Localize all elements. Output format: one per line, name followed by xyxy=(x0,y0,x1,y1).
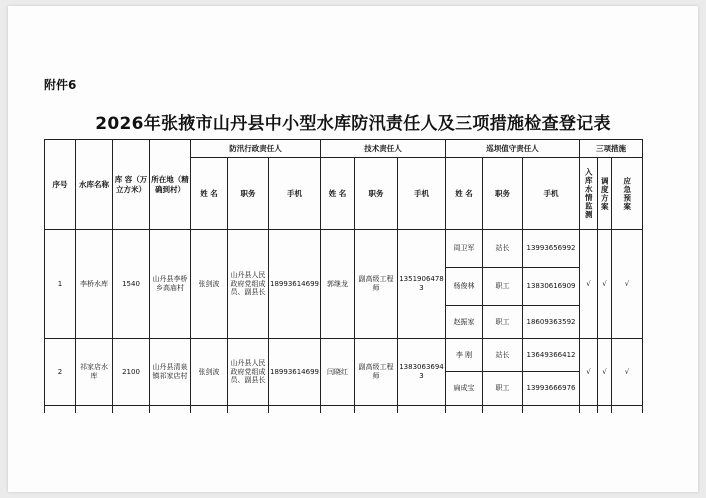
patrol-position: 站长 xyxy=(483,339,523,372)
header-reservoir-name: 水库名称 xyxy=(76,140,113,230)
row-admin-name: 张剑波 xyxy=(191,230,228,339)
row-seq: 1 xyxy=(45,230,76,339)
patrol-position: 职工 xyxy=(483,372,523,406)
row-location: 山丹县清泉镇祁家店村 xyxy=(150,339,191,406)
row-tech-position: 副高级工程师 xyxy=(355,339,398,406)
patrol-position: 职工 xyxy=(483,268,523,306)
registration-table xyxy=(44,139,643,413)
patrol-name: 扁成宝 xyxy=(446,372,483,406)
row-admin-position: 山丹县人民政府党组成员、副县长 xyxy=(228,339,269,406)
header-seq: 序号 xyxy=(45,140,76,230)
table-row xyxy=(45,339,643,372)
table-row xyxy=(45,230,643,268)
header-patrol-phone: 手机 xyxy=(523,158,580,230)
row-reservoir: 祁家店水库 xyxy=(76,339,113,406)
row-tech-position: 副高级工程师 xyxy=(355,230,398,339)
header-patrol-name: 姓 名 xyxy=(446,158,483,230)
header-patrol-position: 职务 xyxy=(483,158,523,230)
patrol-name: 李 刚 xyxy=(446,339,483,372)
header-tech-name: 姓 名 xyxy=(321,158,355,230)
header-location: 所在地（精确到村） xyxy=(150,140,191,230)
row-capacity: 1540 xyxy=(113,230,150,339)
header-admin-name: 姓 名 xyxy=(191,158,228,230)
row-admin-phone: 18993614699 xyxy=(269,339,321,406)
header-tech-group: 技术责任人 xyxy=(321,140,446,158)
row-admin-phone: 18993614699 xyxy=(269,230,321,339)
patrol-position: 站长 xyxy=(483,230,523,268)
header-admin-position: 职务 xyxy=(228,158,269,230)
patrol-name: 赵振家 xyxy=(446,306,483,339)
header-measure-inflow: 入库水情监测 xyxy=(580,158,598,230)
header-measures-group: 三项措施 xyxy=(580,140,643,158)
table-row-cut xyxy=(45,406,643,413)
row-tech-name: 郭继龙 xyxy=(321,230,355,339)
patrol-phone: 13993666976 xyxy=(523,372,580,406)
patrol-phone: 13830616909 xyxy=(523,268,580,306)
row-tech-name: 闫晓红 xyxy=(321,339,355,406)
check-mark: √ xyxy=(598,339,612,406)
row-reservoir: 李桥水库 xyxy=(76,230,113,339)
row-seq: 2 xyxy=(45,339,76,406)
check-mark: √ xyxy=(580,230,598,339)
header-admin-group: 防汛行政责任人 xyxy=(191,140,321,158)
row-location: 山丹县李桥乡高庙村 xyxy=(150,230,191,339)
check-mark: √ xyxy=(612,339,643,406)
attachment-label: 附件6 xyxy=(44,78,77,92)
patrol-position: 职工 xyxy=(483,306,523,339)
check-mark: √ xyxy=(612,230,643,339)
row-admin-position: 山丹县人民政府党组成员、副县长 xyxy=(228,230,269,339)
row-admin-name: 张剑波 xyxy=(191,339,228,406)
header-measure-dispatch: 调度方案 xyxy=(598,158,612,230)
check-mark: √ xyxy=(580,339,598,406)
patrol-phone: 18609363592 xyxy=(523,306,580,339)
header-row-1 xyxy=(45,140,643,158)
header-tech-position: 职务 xyxy=(355,158,398,230)
header-admin-phone: 手机 xyxy=(269,158,321,230)
row-capacity: 2100 xyxy=(113,339,150,406)
patrol-name: 周卫军 xyxy=(446,230,483,268)
header-capacity: 库 容（万立方米） xyxy=(113,140,150,230)
row-tech-phone: 13830636943 xyxy=(398,339,446,406)
check-mark: √ xyxy=(598,230,612,339)
patrol-phone: 13649366412 xyxy=(523,339,580,372)
header-measure-emergency: 应急预案 xyxy=(612,158,643,230)
row-tech-phone: 13519064783 xyxy=(398,230,446,339)
document-title: 2026年张掖市山丹县中小型水库防汛责任人及三项措施检查登记表 xyxy=(95,114,611,134)
header-tech-phone: 手机 xyxy=(398,158,446,230)
header-patrol-group: 巡坝值守责任人 xyxy=(446,140,580,158)
patrol-name: 杨俊林 xyxy=(446,268,483,306)
patrol-phone: 13993656992 xyxy=(523,230,580,268)
document-page xyxy=(8,6,698,492)
